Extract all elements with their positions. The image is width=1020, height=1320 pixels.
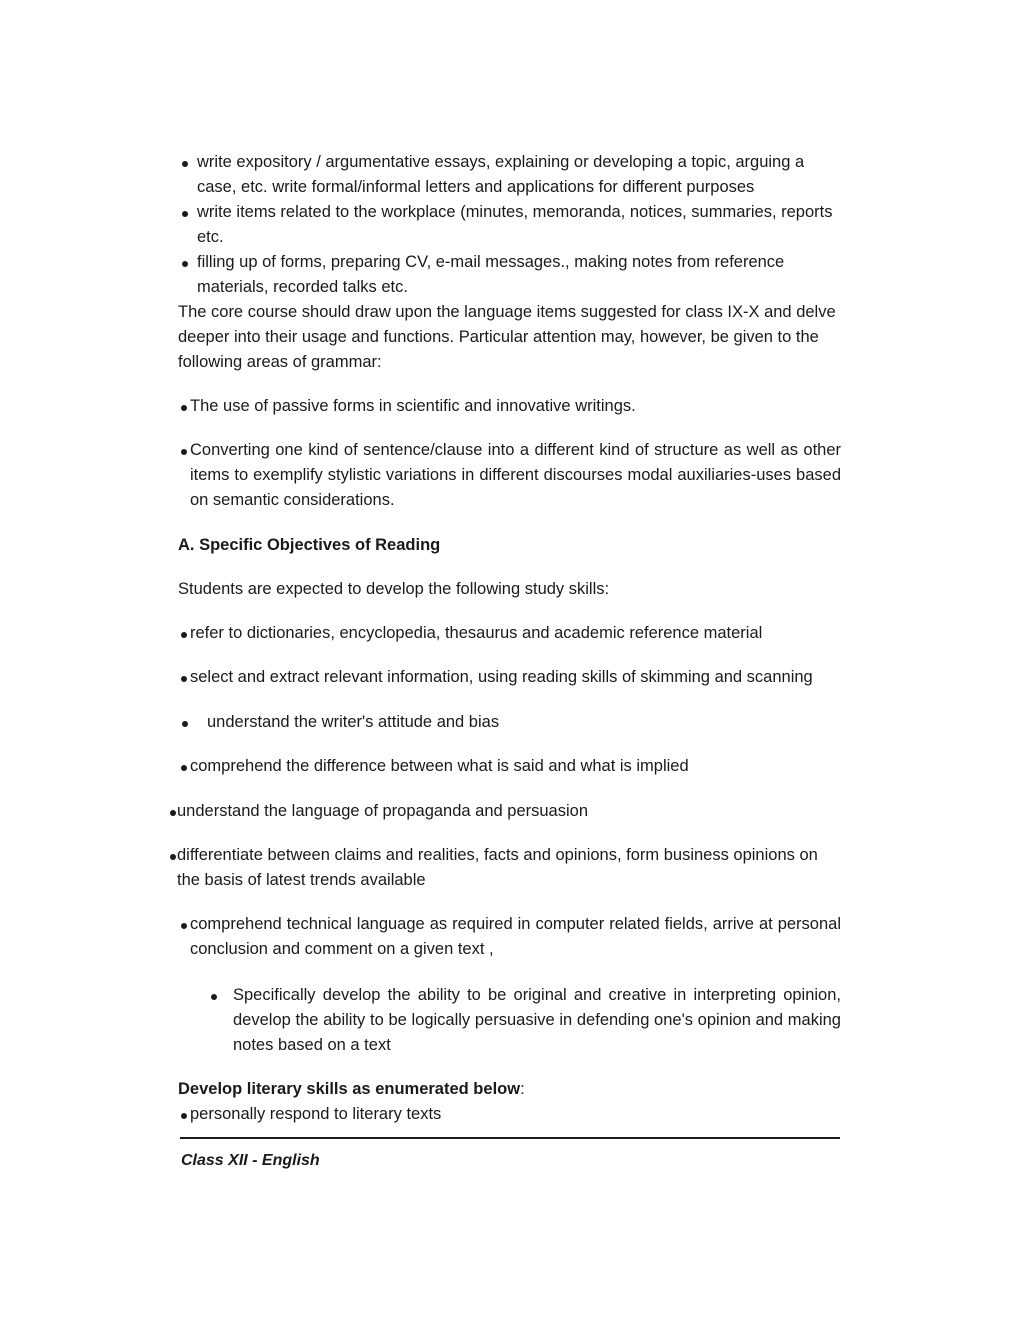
list-item-text: The use of passive forms in scientific and innovative writings. (190, 397, 636, 415)
list-item (207, 710, 842, 735)
list-item-text: understand the language of propaganda and persuasion (177, 802, 589, 820)
list-item-text: write expository / argumentative essays, explaining or developing a topic, arguing a case, etc. write formal/informal letters and applications for different purposes (197, 153, 805, 196)
list-item (190, 621, 842, 646)
list-item-text: select and extract relevant information, using reading skills of skimming and scanning (190, 668, 813, 686)
bullet-icon (181, 405, 187, 411)
list-item-text: understand the writer's attitude and bias (207, 713, 500, 731)
literary-heading-text: Develop literary skills as enumerated below (178, 1080, 521, 1098)
bullet-icon (181, 1113, 187, 1119)
page-footer: Class XII - English (181, 1152, 320, 1169)
list-item (177, 799, 842, 824)
list-item (197, 150, 837, 200)
literary-heading-colon: : (520, 1080, 525, 1098)
list-item-text: Specifically develop the ability to be original and creative in interpreting opinion, develop the ability to be logically persuasive in defending one's opinion and making notes based on a text (233, 986, 841, 1054)
bullet-icon (182, 721, 188, 727)
bullet-icon (181, 676, 187, 682)
study-skills-intro: Students are expected to develop the following study skills: (178, 580, 610, 598)
bullet-icon (181, 449, 187, 455)
list-item-text: filling up of forms, preparing CV, e-mail messages., making notes from reference materials, recorded talks etc. (197, 253, 785, 296)
bullet-icon (181, 632, 187, 638)
core-course-paragraph: The core course should draw upon the language items suggested for class IX-X and delve deeper into their usage and functions. Particular attention may, however, be given to the following areas of grammar: (178, 303, 836, 371)
list-item (190, 394, 842, 419)
list-item-text: differentiate between claims and realities, facts and opinions, form business opinions on the basis of latest trends available (177, 846, 818, 889)
bullet-icon (181, 765, 187, 771)
list-item-text: personally respond to literary texts (190, 1105, 442, 1123)
section-heading: A. Specific Objectives of Reading (178, 536, 441, 554)
list-item (190, 1102, 842, 1127)
list-item-text: write items related to the workplace (minutes, memoranda, notices, summaries, reports etc. (197, 203, 833, 246)
list-item (190, 754, 842, 779)
list-item-text: Converting one kind of sentence/clause into a different kind of structure as well as other items to exemplify stylistic variations in different discourses modal auxiliaries-uses based on semantic considerations. (190, 441, 841, 509)
list-item-text: refer to dictionaries, encyclopedia, thesaurus and academic reference material (190, 624, 763, 642)
bullet-icon (182, 211, 188, 217)
bullet-icon (182, 161, 188, 167)
bullet-icon (170, 854, 176, 860)
list-item (190, 665, 842, 690)
list-item (197, 200, 837, 250)
list-item-text: comprehend the difference between what is said and what is implied (190, 757, 689, 775)
bullet-icon (211, 994, 217, 1000)
bullet-icon (182, 261, 188, 267)
bullet-icon (170, 810, 176, 816)
bullet-icon (181, 923, 187, 929)
footer-divider (180, 1137, 840, 1139)
list-item-text: comprehend technical language as required in computer related fields, arrive at personal conclusion and comment on a given text , (190, 915, 841, 958)
list-item (233, 983, 841, 1058)
list-item (177, 843, 845, 893)
literary-skills-heading (178, 1077, 525, 1102)
list-item (197, 250, 837, 300)
list-item (190, 438, 841, 513)
list-item (190, 912, 841, 962)
